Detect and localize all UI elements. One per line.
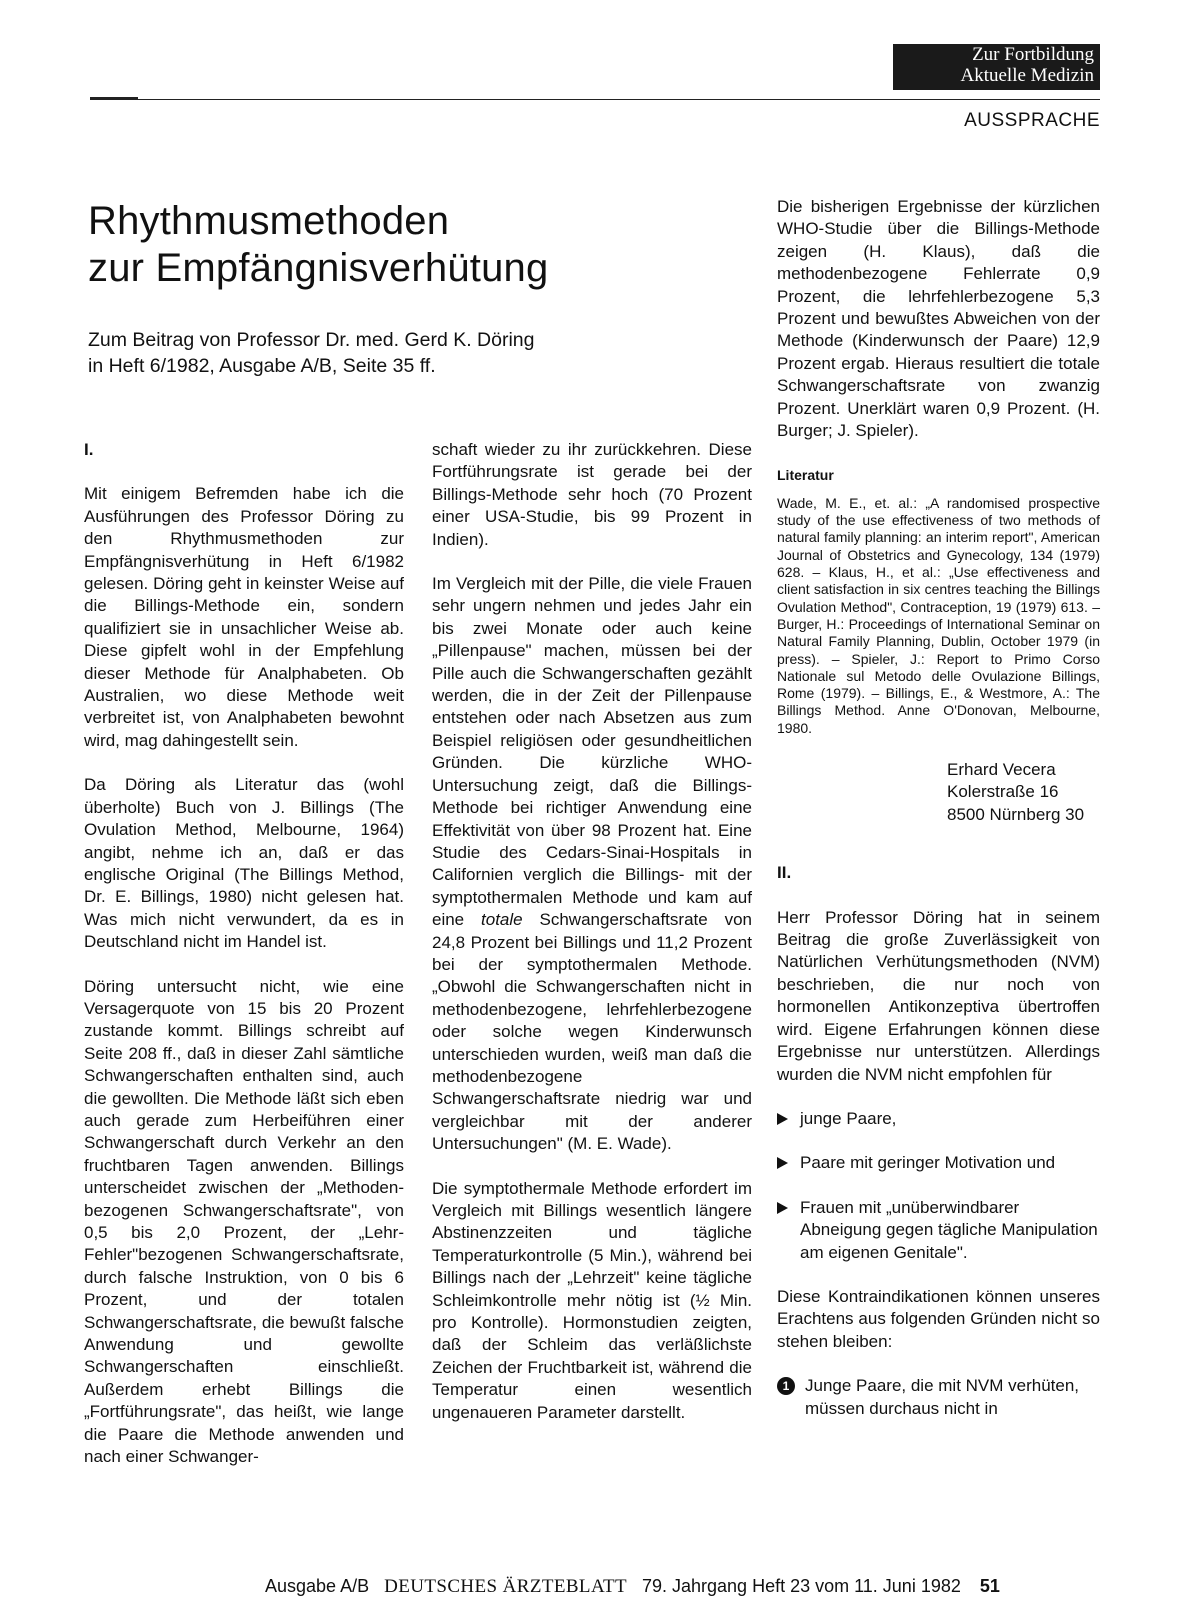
letter-2-heading: II.	[777, 863, 792, 883]
list-item-text: Paare mit geringer Motivation und	[800, 1153, 1056, 1173]
paragraph: Herr Professor Döring hat in seinem Beitrag die große Zuverlässigkeit von Natürlichen Verhütungsmethoden (NVM) beschrieben, die nur noch von hormonellen Antikonzeptiva übertroffen wird. Eigene Erfahrungen können diese Ergebnisse nur unterstützen. Allerdings wurden die NVM nicht empfohlen für	[777, 907, 1100, 1084]
footer-edition: Ausgabe A/B	[265, 1576, 370, 1596]
author-street: Kolerstraße 16	[947, 782, 1059, 802]
list-item	[777, 1152, 1100, 1174]
section-label: AUSSPRACHE	[964, 110, 1100, 131]
triangle-bullet-icon	[777, 1157, 788, 1169]
paragraph: Die symptothermale Methode erfordert im Vergleich mit Billings wesentlich längere Abstinenzzeiten und tägliche Temperaturkontrolle (5 Min.), während bei Billings nach der „Lehrzeit" keine tägliche Schleimkontrolle mehr nötig ist (½ Min. pro Kontrolle). Hormonstudien zeigten, daß der Schleim das verläßlichste Zeichen der Fruchtbarkeit ist, während die Temperatur einen wesentlich ungenaueren Parameter darstellt.	[432, 1178, 752, 1422]
list-item-text: junge Paare,	[800, 1108, 897, 1128]
letter-1-heading: I.	[84, 440, 94, 459]
literature-list: Wade, M. E., et. al.: „A randomised prospective study of the use effectiveness of two methods of natural family planning: an interim report", American Journal of Obstetrics and Gynecology, 134 (1979) 628. – Klaus, H., et al.: „Use effectiveness and client satisfaction in six centres teaching the Billings Ovulation Method", Contraception, 19 (1979) 613. – Burger, H.: Proceedings of International Seminar on Natural Family Planning, Dublin, October 1979 (in press). – Spieler, J.: Report to Primo Corso Nationale sul Metodo delle Ovulazione Billings, Rome (1979). – Billings, E., & Westmore, A.: The Billings Method. Anne O'Donovan, Melbourne, 1980.	[777, 494, 1100, 736]
paragraph: Da Döring als Literatur das (wohl überholte) Buch von J. Billings (The Ovulation Method, Melbourne, 1964) angibt, nehme ich an, daß er das englische Original (The Billings Method, Dr. E. Billings, 1980) nicht gelesen hat. Was mich nicht verwundert, da es in Deutschland nicht im Handel ist.	[84, 775, 404, 952]
paragraph-part: Im Vergleich mit der Pille, die viele Frauen sehr ungern nehmen und jedes Jahr ein bis zwei Monate oder auch keine „Pillenpause" machen, müssen bei der Pille auch die Schwangerschaften gezählt werden, die in der Zeit der Pillenpause entstehen oder nach Absetzen aus zum Beispiel religiösen oder gesundheitlichen Gründen. Die kürzliche WHO-Untersuchung zeigt, daß die Billings-Methode bei richtiger Anwendung eine Effektivität von über 98 Prozent hat. Eine Studie des Cedars-Sinai-Hospitals in Californien verglich die Billings- mit der symptothermalen Methode und kam auf eine	[432, 574, 752, 930]
article-title	[88, 198, 548, 292]
numbered-item	[777, 1375, 1100, 1420]
paragraph: Diese Kontraindikationen können unseres Erachtens aus folgenden Gründen nicht so stehen bleiben:	[777, 1286, 1100, 1351]
paragraph-part: Schwangerschaftsrate von 24,8 Prozent bei Billings und 11,2 Prozent bei der symptothermalen Methode. „Obwohl die Schwangerschaften nicht in methodenbezogene, lehrfehlerbezogene oder solche wegen Kinderwunsch unterschieden wurden, weiß man daß die methodenbezogene Schwangerschaftsrate niedrig war und vergleichbar mit der anderer Untersuchungen" (M. E. Wade).	[432, 910, 752, 1154]
page-number: 51	[979, 1576, 1000, 1596]
paragraph: Mit einigem Befremden habe ich die Ausführungen des Professor Döring zu den Rhythmusmethoden zur Empfängnisverhütung in Heft 6/1982 gelesen. Döring geht in keinster Weise auf die Billings-Methode ein, sondern qualifiziert sie in unsachlicher Weise ab. Diese gipfelt wohl in der Empfehlung dieser Methode für Analphabeten. Ob Australien, wo diese Methode weit verbreitet ist, von Analphabeten bewohnt wird, mag dahingestellt sein.	[84, 484, 404, 750]
badge-line-1: Zur Fortbildung	[972, 44, 1094, 65]
section-badge	[893, 44, 1100, 90]
paragraph	[432, 573, 752, 1156]
header-rule	[90, 99, 1100, 100]
author-city: 8500 Nürnberg 30	[947, 804, 1085, 824]
badge-line-2: Aktuelle Medizin	[960, 65, 1094, 86]
subtitle-line-1: Zum Beitrag von Professor Dr. med. Gerd K. Döring	[88, 329, 535, 351]
literature-heading: Literatur	[777, 467, 834, 484]
emphasis: totale	[481, 910, 523, 930]
title-line-2: zur Empfängnisverhütung	[88, 246, 549, 290]
column-1	[84, 439, 404, 1468]
header-rule-accent	[90, 97, 138, 100]
article-subtitle	[88, 327, 535, 379]
paragraph: Döring untersucht nicht, wie eine Versagerquote von 15 bis 20 Prozent zustande kommt. Billings schreibt auf Seite 208 ff., daß in dieser Zahl sämtliche Schwangerschaften enthalten sind, auch die gewollten. Die Methode läßt sich eben auch gerade zum Herbeiführen einer Schwangerschaft durch Verkehr an den fruchtbaren Tagen anwenden. Billings unterscheidet zwischen der „Methoden-bezogenen Schwangerschaftsrate", von 0,5 bis 2,0 Prozent, der „Lehr-Fehler"bezogenen Schwangerschaftsrate, durch falsche Instruktion, von 0 bis 6 Prozent, und der totalen Schwangerschaftsrate, die bewußt falsche Anwendung und gewollte Schwangerschaften einschließt. Außerdem erhebt Billings die „Fortführungsrate", das heißt, wie lange die Paare die Methode anwenden und nach einer Schwanger-	[84, 976, 404, 1467]
list-item	[777, 1197, 1100, 1264]
numbered-item-text: Junge Paare, die mit NVM verhüten, müssen durchaus nicht in	[805, 1376, 1080, 1418]
list-item-text: Frauen mit „unüberwindbarer Abneigung gegen tägliche Manipulation am eigenen Genitale".	[800, 1197, 1098, 1262]
numbered-circle-icon: 1	[777, 1377, 795, 1395]
triangle-bullet-icon	[777, 1113, 788, 1125]
triangle-bullet-icon	[777, 1202, 788, 1214]
column-2	[432, 439, 752, 1424]
footer-issue: 79. Jahrgang Heft 23 vom 11. Juni 1982	[641, 1576, 961, 1596]
column-3	[777, 196, 1100, 1442]
paragraph: schaft wieder zu ihr zurückkehren. Diese Fortführungsrate ist gerade bei der Billings-Methode sehr hoch (70 Prozent einer USA-Studie, bis 99 Prozent in Indien).	[432, 440, 752, 549]
author-name: Erhard Vecera	[947, 760, 1056, 780]
author-signature	[947, 759, 1100, 826]
subtitle-line-2: in Heft 6/1982, Ausgabe A/B, Seite 35 ff.	[88, 355, 436, 377]
list-item	[777, 1108, 1100, 1130]
page-footer	[265, 1576, 1100, 1598]
footer-journal: DEUTSCHES ÄRZTEBLATT	[384, 1576, 627, 1597]
paragraph: Die bisherigen Ergebnisse der kürzlichen WHO-Studie über die Billings-Methode zeigen (H. Klaus), daß die methodenbezogene Fehlerrate 0,9 Prozent, die lehrfehlerbezogene 5,3 Prozent und bewußtes Abweichen von der Methode (Kinderwunsch der Paare) 12,9 Prozent ergab. Hieraus resultiert die totale Schwangerschaftsrate von zwanzig Prozent. Unerklärt waren 0,9 Prozent. (H. Burger; J. Spieler).	[777, 197, 1100, 441]
title-line-1: Rhythmusmethoden	[88, 199, 450, 243]
